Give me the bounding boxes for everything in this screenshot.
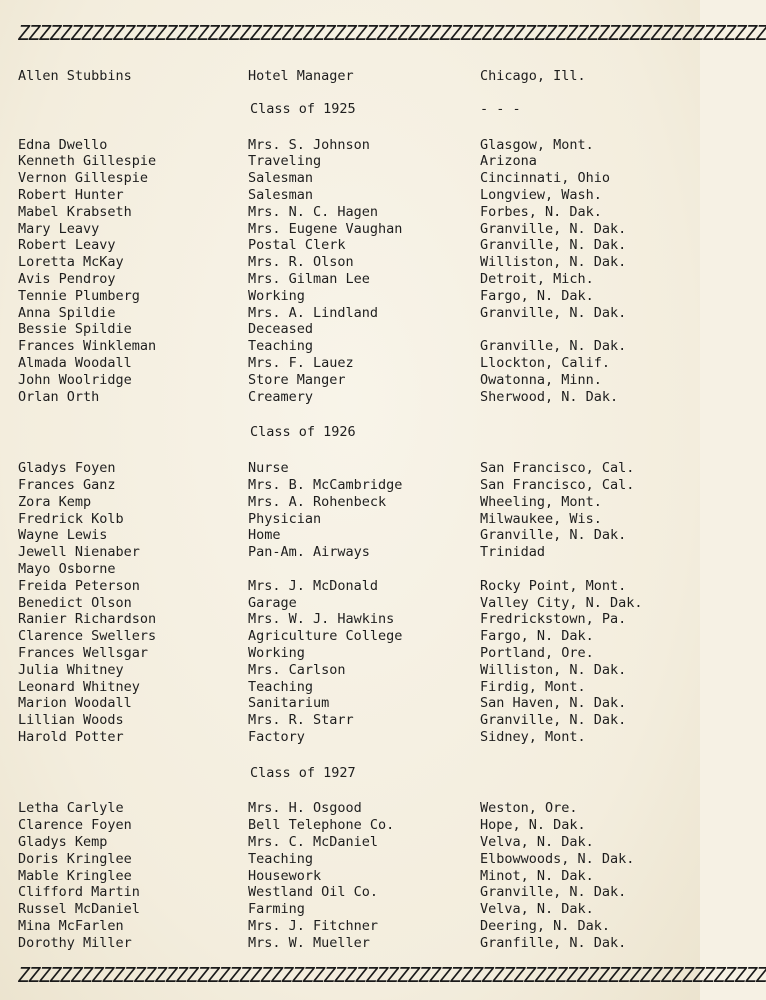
member-location: Velva, N. Dak. <box>480 901 594 918</box>
member-location: Fargo, N. Dak. <box>480 287 594 304</box>
member-name: Kenneth Gillespie <box>18 153 157 170</box>
member-occupation: Mrs. C. McDaniel <box>248 834 379 851</box>
list-item <box>18 271 686 288</box>
member-occupation: Garage <box>248 594 297 611</box>
list-item <box>18 477 686 494</box>
member-location: Arizona <box>480 153 537 170</box>
list-item <box>18 460 686 477</box>
member-occupation: Postal Clerk <box>248 237 346 254</box>
list-item <box>18 338 686 355</box>
list-item <box>18 511 686 528</box>
member-occupation: Mrs. Eugene Vaughan <box>248 220 403 237</box>
member-name: Letha Carlyle <box>18 800 124 817</box>
member-name: John Woolridge <box>18 371 132 388</box>
member-occupation: Bell Telephone Co. <box>248 817 395 834</box>
member-occupation: Salesman <box>248 170 314 187</box>
member-location: Wheeling, Mont. <box>480 493 602 510</box>
member-name: Anna Spildie <box>18 304 116 321</box>
member-occupation: Mrs. H. Osgood <box>248 800 362 817</box>
member-name: Bessie Spildie <box>18 321 132 338</box>
member-occupation: Nurse <box>248 460 289 477</box>
list-item <box>18 662 686 679</box>
member-name: Edna Dwello <box>18 136 108 153</box>
member-location: Granfille, N. Dak. <box>480 934 627 951</box>
member-occupation: Mrs. Gilman Lee <box>248 270 370 287</box>
list-item <box>18 372 686 389</box>
member-location: Longview, Wash. <box>480 186 602 203</box>
member-location: San Francisco, Cal. <box>480 476 635 493</box>
member-name: Fredrick Kolb <box>18 510 124 527</box>
member-occupation: Working <box>248 644 305 661</box>
member-occupation: Salesman <box>248 186 314 203</box>
list-item <box>18 901 686 918</box>
member-location: Elbowwoods, N. Dak. <box>480 850 635 867</box>
member-name: Clifford Martin <box>18 884 140 901</box>
member-name: Loretta McKay <box>18 254 124 271</box>
member-location: Fargo, N. Dak. <box>480 628 594 645</box>
member-occupation: Physician <box>248 510 322 527</box>
list-item <box>18 595 686 612</box>
list-item <box>18 679 686 696</box>
member-occupation: Mrs. R. Olson <box>248 254 354 271</box>
member-occupation: Mrs. N. C. Hagen <box>248 203 379 220</box>
member-name: Allen Stubbins <box>18 68 132 84</box>
member-name: Marion Woodall <box>18 695 132 712</box>
member-occupation: Deceased <box>248 321 314 338</box>
member-name: Avis Pendroy <box>18 270 116 287</box>
member-location: Rocky Point, Mont. <box>480 577 627 594</box>
member-occupation: Factory <box>248 728 305 745</box>
member-location: Deering, N. Dak. <box>480 918 611 935</box>
list-item <box>18 527 686 544</box>
member-name: Lillian Woods <box>18 712 124 729</box>
list-item <box>18 153 686 170</box>
member-occupation: Mrs. Carlson <box>248 661 346 678</box>
bottom-border: ZZZZZZZZZZZZZZZZZZZZZZZZZZZZZZZZZZZZZZZZZZZZZZZZZZZZZZZZZZZZZZZZZZZZZZZ <box>18 963 766 987</box>
member-occupation: Mrs. A. Rohenbeck <box>248 493 387 510</box>
list-item <box>18 321 686 338</box>
member-name: Harold Potter <box>18 728 124 745</box>
member-occupation: Home <box>248 527 281 544</box>
list-item <box>18 884 686 901</box>
member-occupation: Traveling <box>248 153 322 170</box>
member-name: Leonard Whitney <box>18 678 140 695</box>
member-name: Wayne Lewis <box>18 527 108 544</box>
list-item <box>18 494 686 511</box>
member-occupation: Mrs. W. Mueller <box>248 934 370 951</box>
member-occupation: Westland Oil Co. <box>248 884 379 901</box>
list-item <box>18 68 686 85</box>
member-occupation: Hotel Manager <box>248 68 354 84</box>
member-location: Granville, N. Dak. <box>480 304 627 321</box>
class-heading-1927: Class of 1927 <box>250 764 356 781</box>
list-item <box>18 628 686 645</box>
member-location: Williston, N. Dak. <box>480 254 627 271</box>
list-item <box>18 187 686 204</box>
list-item <box>18 170 686 187</box>
list-item <box>18 834 686 851</box>
list-item <box>18 695 686 712</box>
list-item <box>18 305 686 322</box>
list-item <box>18 611 686 628</box>
member-location: Granville, N. Dak. <box>480 527 627 544</box>
member-location: Velva, N. Dak. <box>480 834 594 851</box>
list-item <box>18 578 686 595</box>
list-item <box>18 288 686 305</box>
member-occupation: Housework <box>248 867 322 884</box>
list-item <box>18 851 686 868</box>
member-location: Granville, N. Dak. <box>480 712 627 729</box>
member-occupation: Working <box>248 287 305 304</box>
list-item <box>18 868 686 885</box>
member-location: Fredrickstown, Pa. <box>480 611 627 628</box>
list-item <box>18 237 686 254</box>
class-heading-1926: Class of 1926 <box>250 424 356 441</box>
member-name: Robert Leavy <box>18 237 116 254</box>
member-occupation: Mrs. S. Johnson <box>248 136 370 153</box>
member-occupation: Teaching <box>248 850 314 867</box>
member-name: Gladys Kemp <box>18 834 108 851</box>
list-item <box>18 204 686 221</box>
member-location: Sidney, Mont. <box>480 728 586 745</box>
class-heading-1925: Class of 1925 - - - <box>250 100 521 117</box>
member-location: San Haven, N. Dak. <box>480 695 627 712</box>
list-item <box>18 729 686 746</box>
member-occupation: Mrs. F. Lauez <box>248 354 354 371</box>
member-location: Owatonna, Minn. <box>480 371 602 388</box>
member-name: Dorothy Miller <box>18 934 132 951</box>
list-item <box>18 817 686 834</box>
member-name: Vernon Gillespie <box>18 170 149 187</box>
member-location: Granville, N. Dak. <box>480 338 627 355</box>
member-name: Frances Winkleman <box>18 338 157 355</box>
list-item <box>18 712 686 729</box>
member-location: Hope, N. Dak. <box>480 817 586 834</box>
member-name: Julia Whitney <box>18 661 124 678</box>
member-name: Gladys Foyen <box>18 460 116 477</box>
member-name: Clarence Swellers <box>18 628 157 645</box>
top-border: ZZZZZZZZZZZZZZZZZZZZZZZZZZZZZZZZZZZZZZZZZZZZZZZZZZZZZZZZZZZZZZZZZZZZZZZ <box>18 21 766 45</box>
member-occupation: Mrs. A. Lindland <box>248 304 379 321</box>
alumni-list <box>18 68 686 952</box>
member-occupation: Creamery <box>248 388 314 405</box>
list-item <box>18 645 686 662</box>
member-location: Granville, N. Dak. <box>480 884 627 901</box>
member-occupation: Store Manger <box>248 371 346 388</box>
ditto-mark: - - - <box>480 100 521 117</box>
member-occupation: Mrs. J. McDonald <box>248 577 379 594</box>
list-item <box>18 137 686 154</box>
member-location: Trinidad <box>480 544 546 561</box>
member-name: Freida Peterson <box>18 577 140 594</box>
member-name: Clarence Foyen <box>18 817 132 834</box>
member-occupation: Mrs. J. Fitchner <box>248 918 379 935</box>
list-item <box>18 800 686 817</box>
member-occupation: Sanitarium <box>248 695 330 712</box>
member-location: Granville, N. Dak. <box>480 237 627 254</box>
member-name: Almada Woodall <box>18 354 132 371</box>
member-location: Sherwood, N. Dak. <box>480 388 619 405</box>
member-location: Valley City, N. Dak. <box>480 594 643 611</box>
member-location: Portland, Ore. <box>480 644 594 661</box>
member-location: Milwaukee, Wis. <box>480 510 602 527</box>
member-occupation: Teaching <box>248 338 314 355</box>
list-item <box>18 355 686 372</box>
list-item <box>18 221 686 238</box>
member-name: Mable Kringlee <box>18 867 132 884</box>
member-name: Jewell Nienaber <box>18 544 140 561</box>
member-location: Weston, Ore. <box>480 800 578 817</box>
member-name: Orlan Orth <box>18 388 100 405</box>
member-name: Frances Ganz <box>18 476 116 493</box>
member-name: Ranier Richardson <box>18 611 157 628</box>
list-item <box>18 544 686 561</box>
member-name: Mabel Krabseth <box>18 203 132 220</box>
member-name: Zora Kemp <box>18 493 92 510</box>
member-name: Doris Kringlee <box>18 850 132 867</box>
member-location: Chicago, Ill. <box>480 68 586 84</box>
member-occupation: Farming <box>248 901 305 918</box>
member-location: Minot, N. Dak. <box>480 867 594 884</box>
member-location: Glasgow, Mont. <box>480 136 594 153</box>
list-item <box>18 561 686 578</box>
member-location: Firdig, Mont. <box>480 678 586 695</box>
member-location: Forbes, N. Dak. <box>480 203 602 220</box>
member-location: Detroit, Mich. <box>480 270 594 287</box>
member-occupation: Mrs. B. McCambridge <box>248 476 403 493</box>
member-location: Llockton, Calif. <box>480 354 611 371</box>
member-occupation: Mrs. W. J. Hawkins <box>248 611 395 628</box>
list-item <box>18 254 686 271</box>
member-location: Cincinnati, Ohio <box>480 170 611 187</box>
member-name: Frances Wellsgar <box>18 644 149 661</box>
member-occupation: Agriculture College <box>248 628 403 645</box>
member-occupation: Mrs. R. Starr <box>248 712 354 729</box>
list-item <box>18 935 686 952</box>
member-name: Russel McDaniel <box>18 901 140 918</box>
member-occupation: Teaching <box>248 678 314 695</box>
member-name: Mayo Osborne <box>18 560 116 577</box>
member-name: Mary Leavy <box>18 220 100 237</box>
member-name: Mina McFarlen <box>18 918 124 935</box>
list-item <box>18 389 686 406</box>
member-location: Granville, N. Dak. <box>480 220 627 237</box>
member-location: San Francisco, Cal. <box>480 460 635 477</box>
member-location: Williston, N. Dak. <box>480 661 627 678</box>
member-name: Benedict Olson <box>18 594 132 611</box>
member-name: Tennie Plumberg <box>18 287 140 304</box>
member-name: Robert Hunter <box>18 186 124 203</box>
list-item <box>18 918 686 935</box>
member-occupation: Pan-Am. Airways <box>248 544 370 561</box>
